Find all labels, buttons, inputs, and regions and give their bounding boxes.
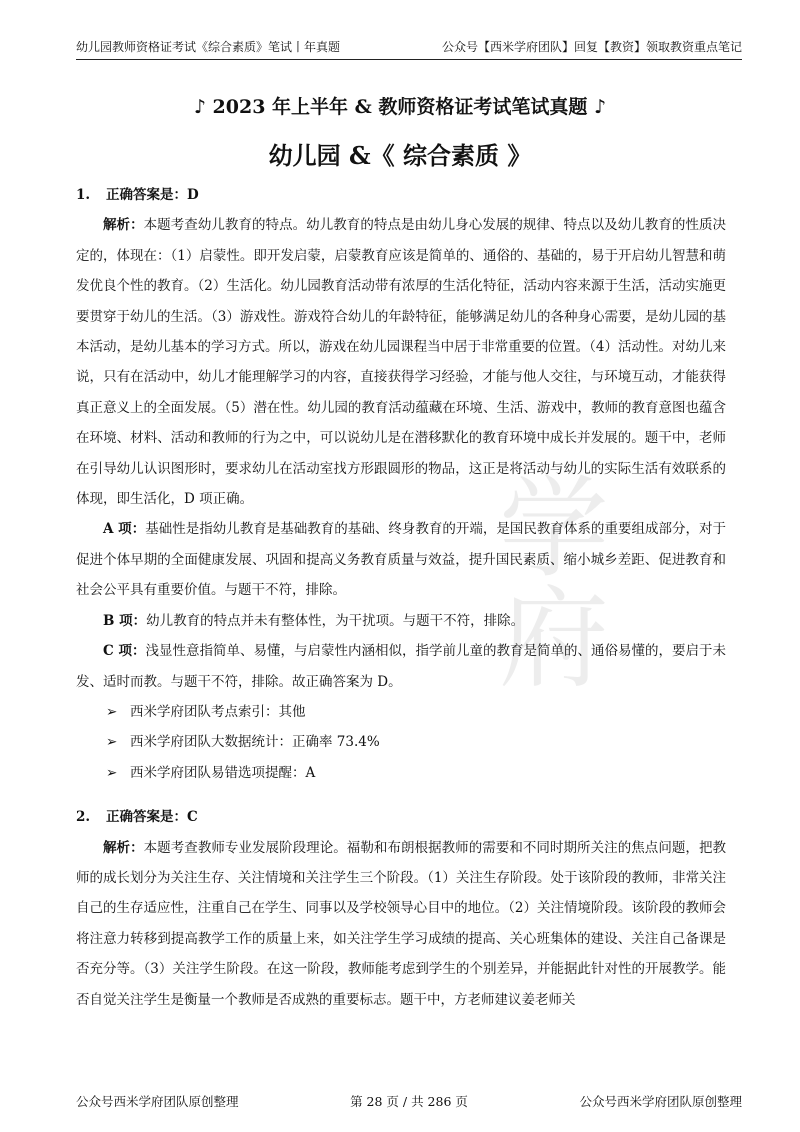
- arrow-bullet-icon: ➢: [106, 734, 118, 751]
- option-c-label: C 项：: [103, 643, 146, 660]
- subject-title: 幼儿园 &《 综合素质 》: [268, 141, 532, 170]
- footer-left-text: 公众号西米学府团队原创整理: [76, 1094, 239, 1109]
- header-right-text: 公众号【西米学府团队】回复【教资】领取教资重点笔记: [441, 40, 742, 54]
- option-c-text: 浅显性意指简单、易懂，与启蒙性内涵相似，指学前儿童的教育是简单的、通俗易懂的，要启于未发、适时而教。与题干不符，排除。故正确答案为 D。: [76, 643, 726, 690]
- page-content: [76, 180, 726, 1015]
- footer-right-text: 公众号西米学府团队原创整理: [579, 1094, 742, 1109]
- analysis-label: 解析：: [103, 839, 144, 856]
- exam-title: ♪ 2023 年上半年 & 教师资格证考试笔试真题 ♪: [193, 96, 607, 118]
- option-a-explanation: [76, 514, 726, 605]
- option-b-text: 幼儿教育的特点并未有整体性，为干扰项。与题干不符，排除。: [146, 612, 525, 629]
- watermark: 学府: [481, 470, 609, 690]
- page-footer: [76, 1092, 742, 1110]
- question-2-analysis: [76, 833, 726, 1015]
- question-1-answer: [76, 180, 726, 210]
- analysis-label: 解析：: [103, 217, 144, 234]
- option-a-label: A 项：: [103, 521, 146, 538]
- page-number: 第 28 页 / 共 286 页: [350, 1094, 468, 1109]
- answer-text: 正确答案是：D: [106, 187, 199, 203]
- arrow-bullet-icon: ➢: [106, 764, 118, 781]
- analysis-text: 本题考查幼儿教育的特点。幼儿教育的特点是由幼儿身心发展的规律、特点以及幼儿教育的性质决定的，体现在：（1）启蒙性。即开发启蒙，启蒙教育应该是简单的、通俗的、基础的，易于开启幼儿智慧和萌发优良个性的教育。（2）生活化。幼儿园教育活动带有浓厚的生活化特征，活动内容来源于生活，活动实施更要贯穿于幼儿的生活。（3）游戏性。游戏符合幼儿的年龄特征，能够满足幼儿的各种身心需要，是幼儿园的基本活动，是幼儿基本的学习方式。所以，游戏在幼儿园课程当中居于非常重要的位置。（4）活动性。对幼儿来说，只有在活动中，幼儿才能理解学习的内容，直接获得学习经验，才能与他人交往，与环境互动，才能获得真正意义上的全面发展。（5）潜在性。幼儿园的教育活动蕴藏在环境、生活、游戏中，教师的教育意图也蕴含在环境、材料、活动和教师的行为之中，可以说幼儿是在潜移默化的教育环境中成长并发展的。题干中，老师在引导幼儿认识图形时，要求幼儿在活动室找方形跟圆形的物品，这正是将活动与幼儿的实际生活有效联系的体现，即生活化，D 项正确。: [76, 217, 727, 508]
- tag-item: ➢ 西米学府团队考点索引：其他: [76, 697, 726, 727]
- answer-text: 正确答案是：C: [106, 809, 198, 826]
- question-number: 2.: [76, 809, 91, 826]
- header-left-text: 幼儿园教师资格证考试《综合素质》笔试丨年真题: [76, 40, 341, 54]
- question-2-answer: [76, 802, 726, 832]
- tag-item: ➢ 西米学府团队大数据统计：正确率 73.4%: [76, 727, 726, 757]
- arrow-bullet-icon: ➢: [106, 703, 118, 720]
- option-a-text: 基础性是指幼儿教育是基础教育的基础、终身教育的开端，是国民教育体系的重要组成部分，对于促进个体早期的全面健康发展、巩固和提高义务教育质量与效益，提升国民素质、缩小城乡差距、促进教育和社会公平具有重要价值。与题干不符，排除。: [76, 521, 726, 599]
- option-c-explanation: [76, 636, 726, 697]
- page-header: [76, 38, 742, 60]
- option-b-explanation: [76, 606, 726, 636]
- tag-item: ➢ 西米学府团队易错选项提醒：A: [76, 758, 726, 788]
- question-1-analysis: [76, 210, 726, 514]
- analysis-text: 本题考查教师专业发展阶段理论。福勒和布朗根据教师的需要和不同时期所关注的焦点问题，把教师的成长划分为关注生存、关注情境和关注学生三个阶段。（1）关注生存阶段。处于该阶段的教师，非常关注自己的生存适应性，注重自己在学生、同事以及学校领导心目中的地位。（2）关注情境阶段。该阶段的教师会将注意力转移到提高教学工作的质量上来，如关注学生学习成绩的提高、关心班集体的建设、关注自己备课是否充分等。（3）关注学生阶段。在这一阶段，教师能考虑到学生的个别差异，并能据此针对性的开展教学。能否自觉关注学生是衡量一个教师是否成熟的重要标志。题干中，方老师建议姜老师关: [76, 839, 727, 1008]
- question-number: 1.: [76, 187, 91, 203]
- option-b-label: B 项：: [103, 612, 147, 629]
